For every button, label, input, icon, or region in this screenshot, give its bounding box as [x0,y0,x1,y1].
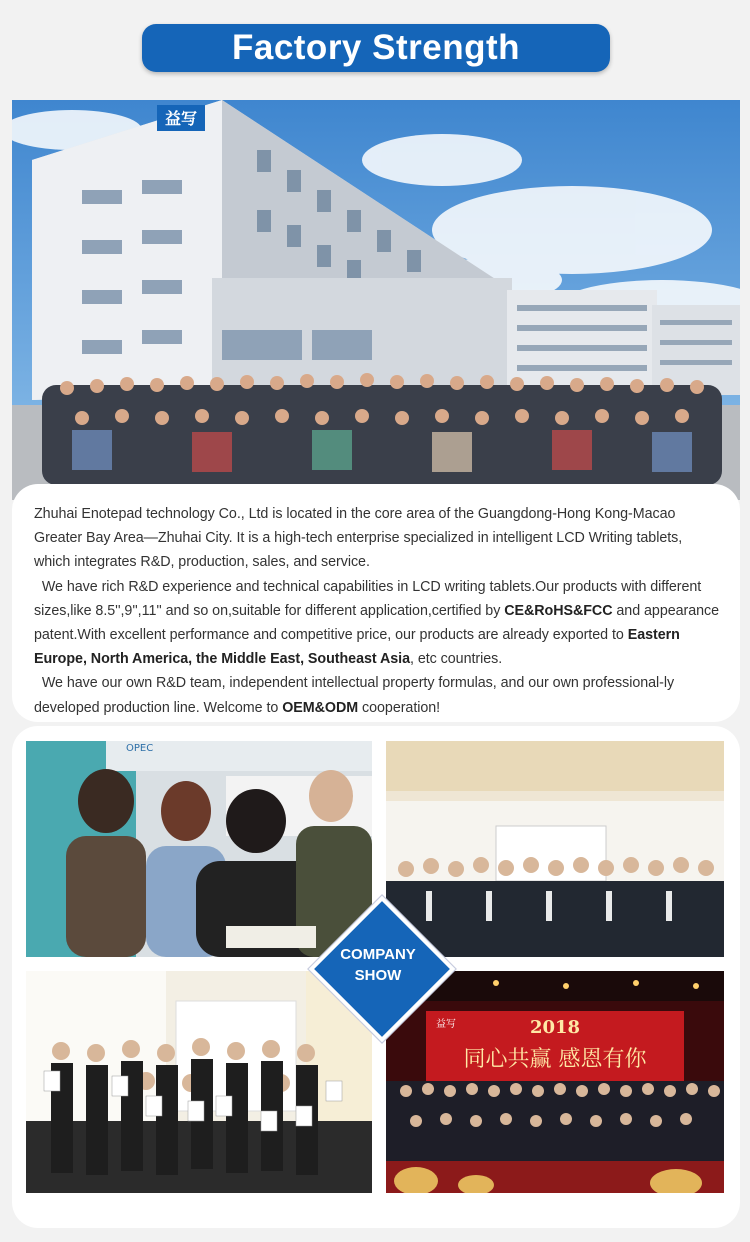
gala-logo: 益写 [436,1019,456,1030]
factory-sign-text: 益写 [164,109,198,128]
markets-highlight: Eastern Europe, North America, the Middle East, Southeast Asia [34,627,680,668]
certification-highlight: CE&RoHS&FCC [504,602,613,619]
intro-text-3a: We have our own R&D team, independent intellectual property formulas, and our own professional-ly developed production line. Welcome to [34,675,675,716]
intro-text-1: Zhuhai Enotepad technology Co., Ltd is located in the core area of the Guangdong-Hong Kong-Macao Greater Bay Area—Zhuhai City. It is a high-tech enterprise specialized in intelligent LCD Writing tablets, which integrates R&D, production, sales, and service. [34,506,683,571]
company-show-badge [308,895,448,1035]
badge-line-2: SHOW [354,967,402,984]
intro-paragraph-2 [34,575,720,672]
badge-label [308,895,448,1035]
section-title: Factory Strength [231,28,521,67]
factory-hero-photo [12,100,740,500]
intro-paragraph-1 [34,502,720,575]
badge-line-1: COMPANY [340,946,416,963]
gala-slogan: 同心共赢 感恩有你 [463,1047,647,1072]
exhibition-sign: OPEC [126,743,154,754]
gala-year: 2018 [529,1017,581,1038]
company-intro-card [12,484,740,722]
oem-highlight: OEM&ODM [282,699,359,716]
intro-text-2c: , etc countries. [409,651,503,668]
section-title-banner [142,24,610,72]
intro-text-2a: We have rich R&D experience and technical capabilities in LCD writing tablets.Our products with different sizes,like 8.5'',9'',11'' and so on,suitable for different application,certified by [34,578,702,619]
intro-paragraph-3 [34,671,720,719]
intro-text-2b: and appearance patent.With excellent performance and competitive price, our products are already exported to [34,602,720,644]
intro-text-3b: cooperation! [358,699,441,716]
